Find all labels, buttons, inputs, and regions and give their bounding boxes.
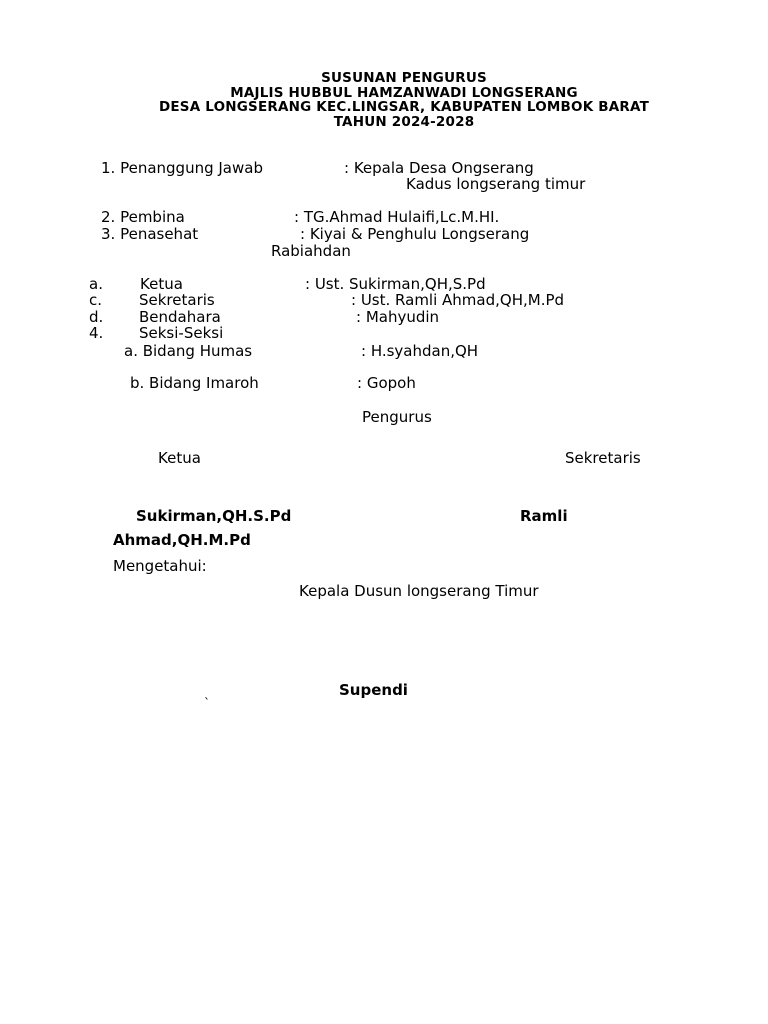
pembina-value: : TG.Ahmad Hulaifi,Lc.M.HI. <box>294 208 500 226</box>
ketua-value: : Ust. Sukirman,QH,S.Pd <box>305 275 486 293</box>
ketua-title: Ketua <box>158 449 201 467</box>
kadus-title: Kepala Dusun longserang Timur <box>299 582 539 600</box>
bidang-humas-label: a. Bidang Humas <box>124 342 253 360</box>
bendahara-marker: d. <box>89 308 104 326</box>
sekretaris-signature-name-1: Ramli <box>520 507 568 525</box>
penanggung-jawab-value-2: Kadus longserang timur <box>406 175 586 193</box>
bidang-imaroh-label: b. Bidang Imaroh <box>130 374 259 392</box>
ketua-signature-name: Sukirman,QH.S.Pd <box>136 507 292 525</box>
header-line-1: SUSUNAN PENGURUS <box>321 70 487 86</box>
kadus-signature-name: Supendi <box>339 681 408 699</box>
sekretaris-marker: c. <box>89 291 103 309</box>
bidang-imaroh-value: : Gopoh <box>357 374 416 392</box>
header-line-3: DESA LONGSERANG KEC.LINGSAR, KABUPATEN LOMBOK BARAT <box>158 99 650 115</box>
bendahara-label: Bendahara <box>139 308 221 326</box>
ketua-label: Ketua <box>140 275 183 293</box>
sekretaris-label: Sekretaris <box>139 291 215 309</box>
pembina-label: 2. Pembina <box>101 208 185 226</box>
penasehat-label: 3. Penasehat <box>101 225 199 243</box>
sekretaris-signature-name-2: Ahmad,QH.M.Pd <box>113 531 251 549</box>
bidang-humas-value: : H.syahdan,QH <box>361 342 479 360</box>
mengetahui-label: Mengetahui: <box>113 557 207 575</box>
penanggung-jawab-value: : Kepala Desa Ongserang <box>344 159 534 177</box>
penanggung-jawab-label: 1. Penanggung Jawab <box>101 159 263 177</box>
header-line-4: TAHUN 2024-2028 <box>333 114 475 130</box>
sekretaris-title: Sekretaris <box>565 449 641 467</box>
stray-mark: ` <box>204 696 210 710</box>
penasehat-value: : Kiyai & Penghulu Longserang <box>300 225 530 243</box>
seksi-marker: 4. <box>89 324 104 342</box>
seksi-label: Seksi-Seksi <box>139 324 224 342</box>
header-line-2: MAJLIS HUBBUL HAMZANWADI LONGSERANG <box>230 85 578 101</box>
penasehat-value-2: Rabiahdan <box>271 242 351 260</box>
pengurus-heading: Pengurus <box>362 408 432 426</box>
bendahara-value: : Mahyudin <box>356 308 440 326</box>
ketua-marker: a. <box>89 275 103 293</box>
sekretaris-value: : Ust. Ramli Ahmad,QH,M.Pd <box>351 291 565 309</box>
